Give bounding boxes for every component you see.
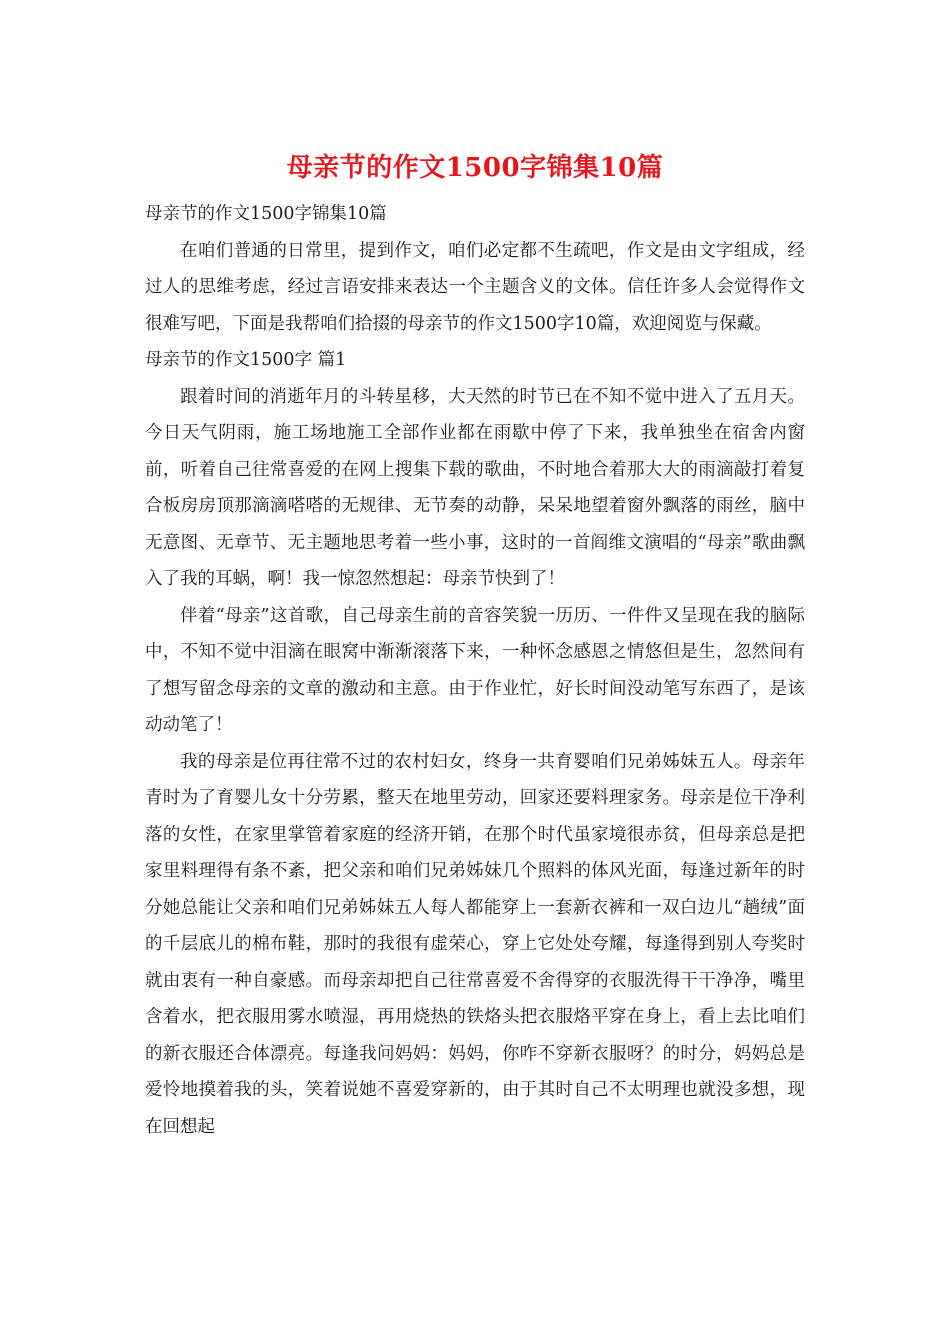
section-heading: 母亲节的作文1500字 篇1 (145, 350, 347, 370)
body-paragraph: 跟着时间的消逝年月的斗转星移，大天然的时节已在不知不觉中进入了五月天。今日天气阴雨，施工场地施工全部作业都在雨歇中停了下来，我单独坐在宿舍内窗前，听着自己往常喜爱的在网上搜集下载的歌曲，不时地合着那大大的雨滴敲打着复合板房房顶那滴滴嗒嗒的无规律、无节奏的动静，呆呆地望着窗外飘落的雨丝，脑中无意图、无章节、无主题地思考着一些小事，这时的一首阎维文演唱的“母亲”歌曲飘入了我的耳蜗，啊！我一惊忽然想起：母亲节快到了！ (145, 386, 805, 589)
document-title: 母亲节的作文1500字锦集10篇 (286, 153, 664, 183)
body-paragraph: 我的母亲是位再往常不过的农村妇女，终身一共育婴咱们兄弟姊妹五人。母亲年青时为了育婴儿女十分劳累，整天在地里劳动，回家还要料理家务。母亲是位干净利落的女性，在家里掌管着家庭的经济开销，在那个时代虽家境很赤贫，但母亲总是把家里料理得有条不紊，把父亲和咱们兄弟姊妹几个照料的体风光面，每逢过新年的时分她总能让父亲和咱们兄弟姊妹五人每人都能穿上一套新衣裤和一双白边儿“趟绒”面的千层底儿的棉布鞋，那时的我很有虚荣心，穿上它处处夸耀，每逢得到别人夸奖时就由衷有一种自豪感。而母亲却把自己往常喜爱不舍得穿的衣服洗得干干净净，嘴里含着水，把衣服用雾水喷湿，再用烧热的铁烙头把衣服烙平穿在身上，看上去比咱们的新衣服还合体漂亮。每逢我问妈妈：妈妈，你咋不穿新衣服呀？的时分，妈妈总是爱怜地摸着我的头，笑着说她不喜爱穿新的，由于其时自己不太明理也就没多想，现在回想起 (145, 751, 805, 1137)
document-body (145, 196, 805, 1145)
body-paragraph: 伴着“母亲”这首歌，自己母亲生前的音容笑貌一历历、一件件又呈现在我的脑际中，不知不觉中泪滴在眼窝中渐渐滚落下来，一种怀念感恩之情悠但是生，忽然间有了想写留念母亲的文章的激动和主意。由于作业忙，好长时间没动笔写东西了，是该动动笔了！ (145, 605, 805, 735)
subtitle-line: 母亲节的作文1500字锦集10篇 (145, 204, 387, 224)
intro-paragraph: 在咱们普通的日常里，提到作文，咱们必定都不生疏吧，作文是由文字组成，经过人的思维考虑，经过言语安排来表达一个主题含义的文体。信任许多人会觉得作文很难写吧，下面是我帮咱们拾掇的母亲节的作文1500字10篇，欢迎阅览与保藏。 (145, 240, 805, 334)
